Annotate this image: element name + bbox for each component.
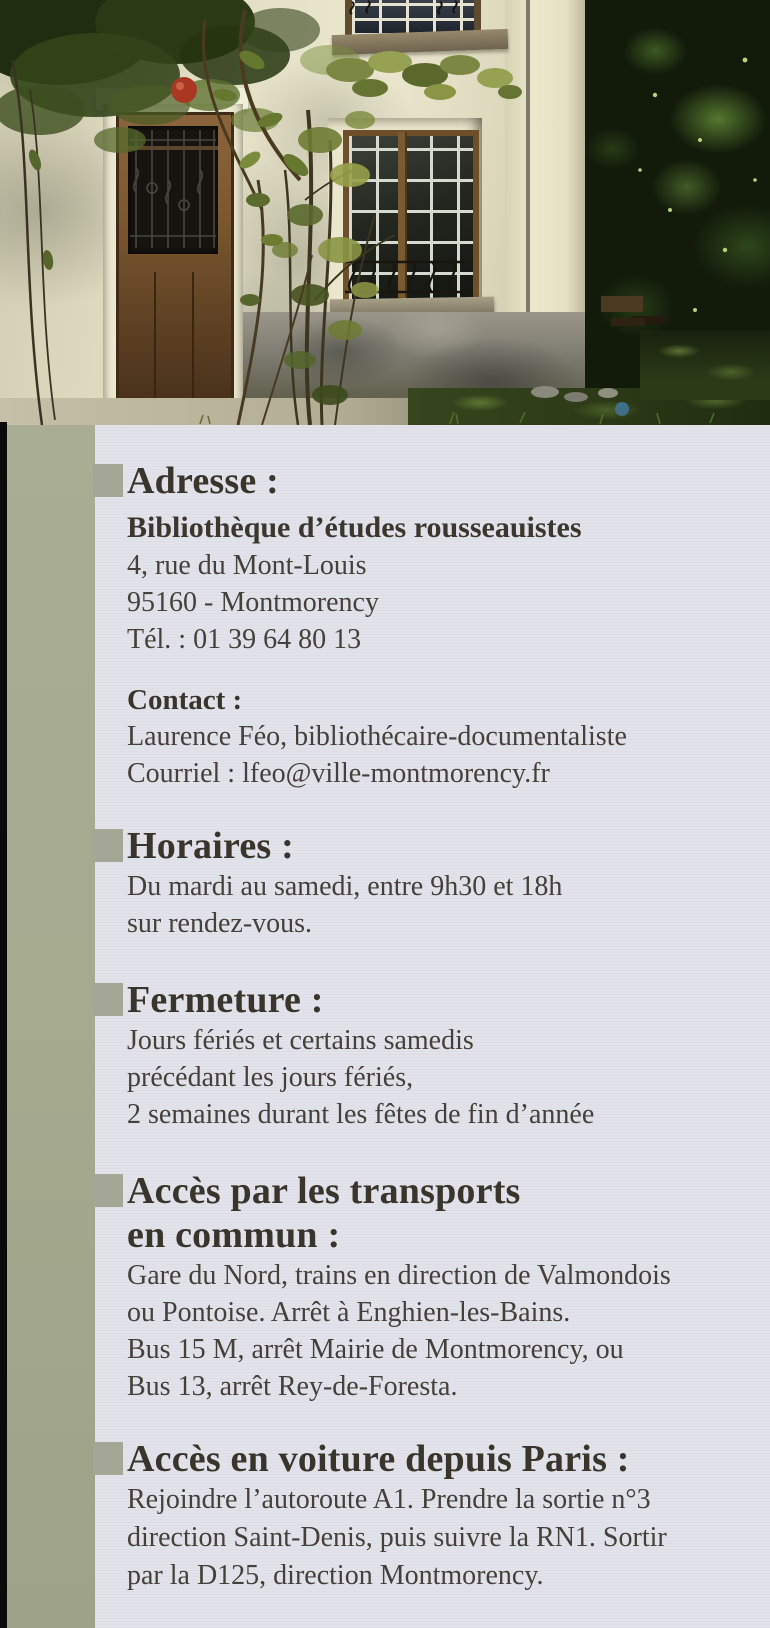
horaires-line: Du mardi au samedi, entre 9h30 et 18h <box>127 871 563 902</box>
transports-line: Gare du Nord, trains en direction de Valmondois <box>127 1260 671 1291</box>
transports-line: ou Pontoise. Arrêt à Enghien-les-Bains. <box>127 1297 571 1328</box>
garden-stones <box>531 386 629 416</box>
fermeture-line: précédant les jours fériés, <box>127 1062 414 1093</box>
transports-heading-line2: en commun : <box>127 1214 341 1256</box>
library-photo <box>0 0 770 425</box>
section-voiture <box>127 1437 770 1595</box>
section-tab <box>93 1174 123 1207</box>
blue-disc <box>615 402 629 416</box>
upper-window-ironwork <box>350 1 456 14</box>
section-tab <box>93 464 123 497</box>
tree-light-speckles <box>638 58 757 312</box>
voiture-line: par la D125, direction Montmorency. <box>127 1560 544 1591</box>
address-street: 4, rue du Mont-Louis <box>127 550 367 581</box>
transports-line: Bus 15 M, arrêt Mairie de Montmorency, ou <box>127 1334 624 1365</box>
section-tab <box>93 983 123 1016</box>
vegetation-overlay <box>0 0 770 425</box>
voiture-line: direction Saint-Denis, puis suivre la RN1. Sortir <box>127 1522 667 1553</box>
ledge-plants <box>326 51 522 100</box>
fermeture-heading: Fermeture : <box>127 979 324 1021</box>
library-name: Bibliothèque d’études rousseauistes <box>127 511 582 544</box>
fermeture-line: 2 semaines durant les fêtes de fin d’année <box>127 1099 595 1130</box>
grass-tufts <box>200 412 714 424</box>
section-transports <box>127 1169 770 1405</box>
adresse-heading: Adresse : <box>127 460 280 502</box>
contact-person: Laurence Féo, bibliothécaire-documentaliste <box>127 721 627 752</box>
address-city: 95160 - Montmorency <box>127 587 379 618</box>
fermeture-line: Jours fériés et certains samedis <box>127 1025 474 1056</box>
door-window-grille <box>130 130 216 248</box>
horaires-line: sur rendez-vous. <box>127 908 313 939</box>
section-tab <box>93 829 123 862</box>
horaires-heading: Horaires : <box>127 825 294 867</box>
left-margin-strip <box>7 425 95 1628</box>
transports-line: Bus 13, arrêt Rey-de-Foresta. <box>127 1371 458 1402</box>
climbing-vine <box>285 110 395 425</box>
voiture-line: Rejoindre l’autoroute A1. Prendre la sortie n°3 <box>127 1484 651 1515</box>
section-fermeture <box>127 978 770 1133</box>
voiture-heading: Accès en voiture depuis Paris : <box>127 1438 630 1480</box>
section-tab <box>93 1442 123 1475</box>
scan-black-edge <box>0 422 7 1628</box>
contact-heading: Contact : <box>127 684 243 716</box>
transports-heading-line1: Accès par les transports <box>127 1170 521 1212</box>
apple <box>171 77 197 103</box>
section-adresse <box>127 459 770 792</box>
contact-email: Courriel : lfeo@ville-montmorency.fr <box>127 758 550 789</box>
address-phone: Tél. : 01 39 64 80 13 <box>127 624 362 655</box>
brochure-text-panel <box>95 425 770 1628</box>
section-horaires <box>127 824 770 942</box>
